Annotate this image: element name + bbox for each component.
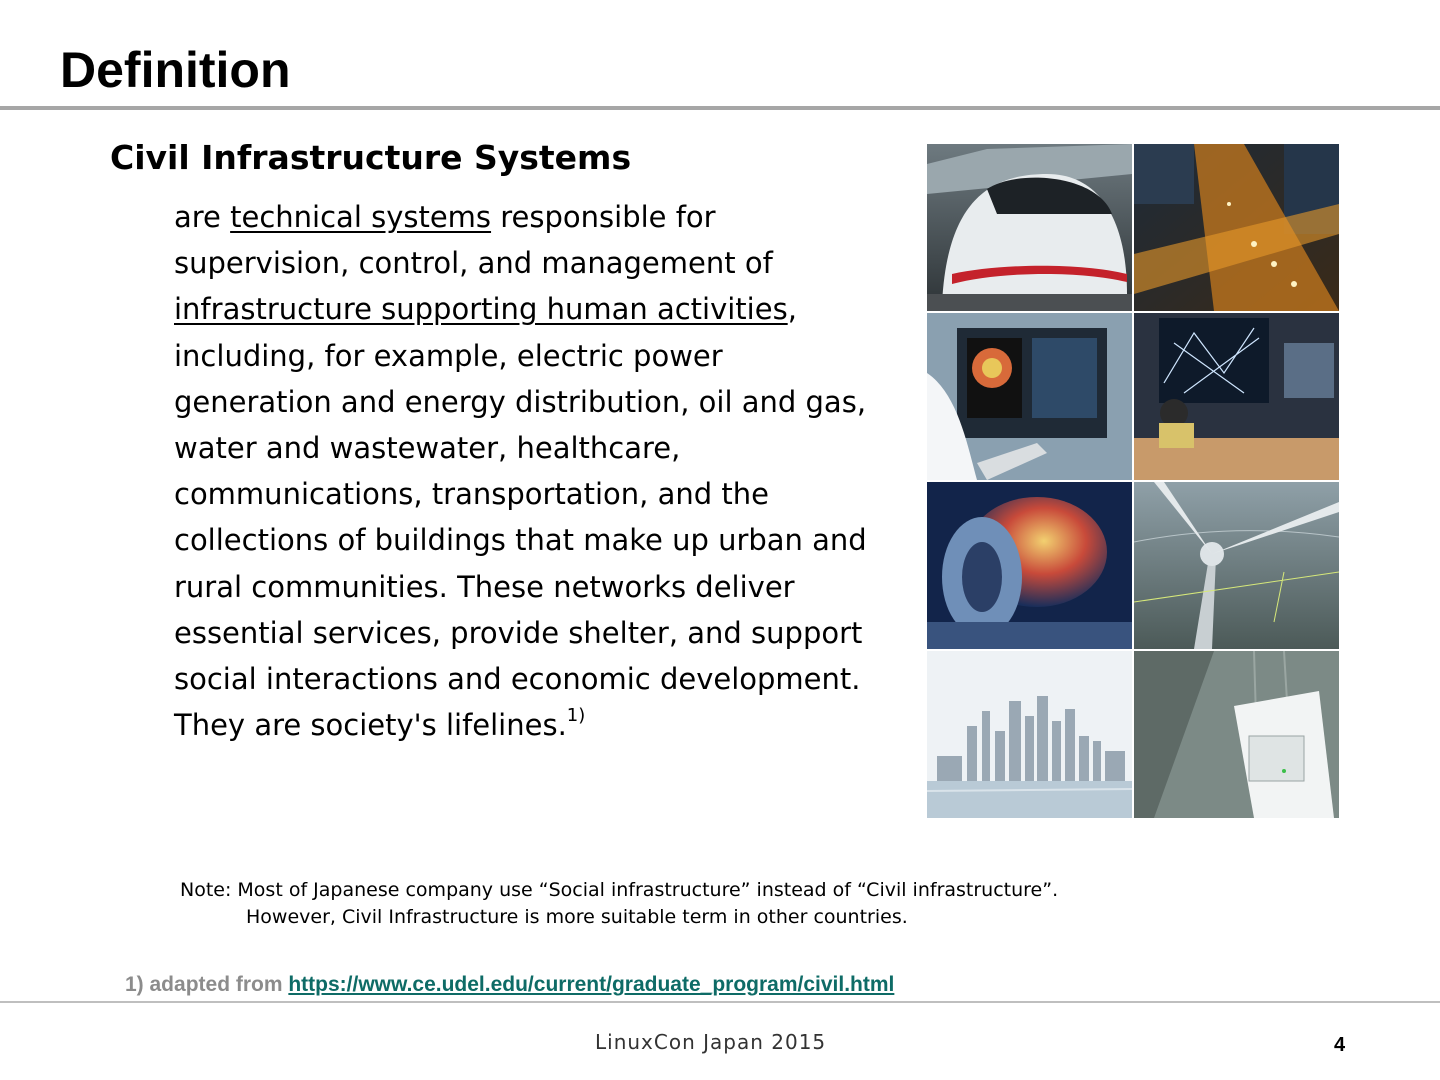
technical-systems-term: technical systems <box>230 200 492 234</box>
note-line-1: Note: Most of Japanese company use “Social infrastructure” instead of “Civil infrastructure”. <box>180 879 1059 901</box>
title-divider <box>0 106 1440 110</box>
medical-imaging-workstation-photo <box>927 313 1132 480</box>
slide-title: Definition <box>60 42 291 98</box>
city-skyline-photo <box>927 651 1132 818</box>
high-speed-train-photo <box>927 144 1132 311</box>
slide-subtitle: Civil Infrastructure Systems <box>110 138 632 177</box>
note-text <box>180 877 1058 931</box>
definition-text <box>174 194 874 748</box>
gas-turbine-photo <box>927 482 1132 649</box>
reference-footnote <box>125 970 894 1000</box>
control-room-photo <box>1134 313 1339 480</box>
definition-part-2: responsible for supervision, control, and management of <box>174 200 773 281</box>
city-traffic-night-photo <box>1134 144 1339 311</box>
reference-prefix: 1) adapted from <box>125 973 289 996</box>
wind-turbine-photo <box>1134 482 1339 649</box>
definition-part-3: , including, for example, electric power generation and energy distribution, oil and gas, water and wastewater, healthcare, communications, transportation, and the collections of buildings that make up urban and rural communities. These networks deliver essential services, provide shelter, and support social interactions and economic development. They are society's lifelines. <box>174 292 867 743</box>
footer-divider <box>0 1001 1440 1003</box>
footnote-marker: 1) <box>566 705 586 727</box>
note-line-2: However, Civil Infrastructure is more suitable term in other countries. <box>246 906 908 928</box>
definition-part-1: are <box>174 200 231 234</box>
footer-event-name: LinuxCon Japan 2015 <box>595 1030 827 1054</box>
reference-link[interactable]: https://www.ce.udel.edu/current/graduate_program/civil.html <box>288 973 895 996</box>
infrastructure-term: infrastructure supporting human activities <box>174 292 788 327</box>
page-number: 4 <box>1334 1034 1346 1056</box>
elevator-shaft-photo <box>1134 651 1339 818</box>
infrastructure-photo-mosaic <box>927 144 1339 818</box>
